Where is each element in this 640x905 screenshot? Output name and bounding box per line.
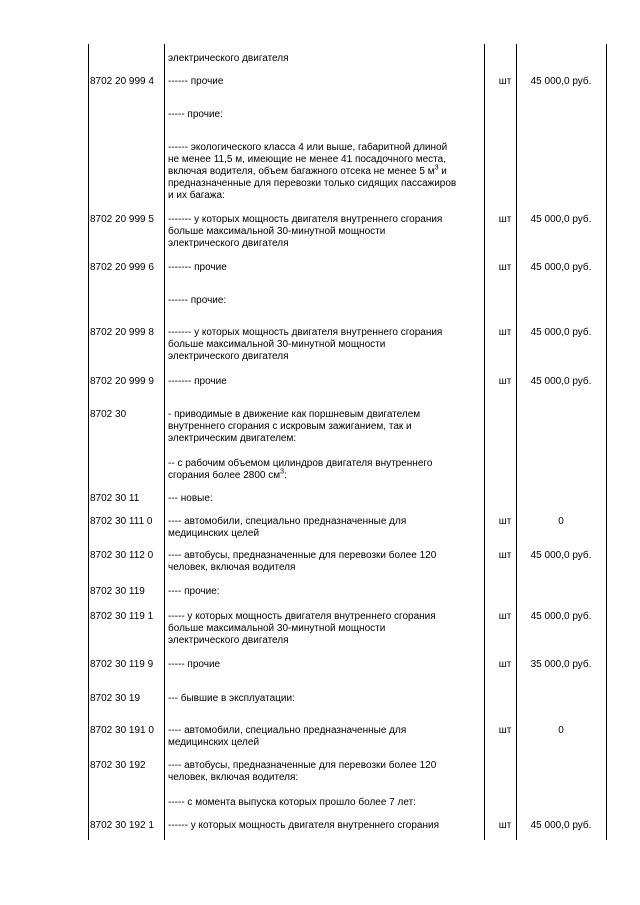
description-line: электрического двигателя xyxy=(168,238,289,249)
column-divider xyxy=(88,44,89,840)
tariff-code: 8702 20 999 6 xyxy=(90,262,154,273)
description-line: ------ у которых мощность двигателя внутреннего сгорания xyxy=(168,820,440,831)
description-line: ------- у которых мощность двигателя внутреннего сгорания xyxy=(168,327,443,338)
unit-of-measure: шт xyxy=(498,327,512,338)
tariff-code: 8702 30 192 1 xyxy=(90,820,154,831)
unit-of-measure: шт xyxy=(498,376,512,387)
duty-rate: 45 000,0 руб. xyxy=(530,820,592,831)
description-line: сгорания более 2800 $см^3$: xyxy=(168,468,287,481)
goods-description xyxy=(168,458,484,482)
description-line: ------ прочие: xyxy=(168,295,227,306)
column-divider xyxy=(606,44,607,840)
description-line: ----- у которых мощность двигателя внутреннего сгорания xyxy=(168,611,436,622)
description-line: больше максимальной 30-минутной мощности xyxy=(168,226,386,237)
description-line: ------ экологического класса 4 или выше, габаритной длиной xyxy=(168,142,448,153)
description-line: медицинских целей xyxy=(168,737,260,748)
description-line: электрического двигателя xyxy=(168,351,289,362)
description-line: больше максимальной 30-минутной мощности xyxy=(168,339,386,350)
goods-description xyxy=(168,760,484,784)
goods-description xyxy=(168,76,484,88)
unit-of-measure: шт xyxy=(498,725,512,736)
description-line: не менее 11,5 м, имеющие не менее 41 посадочного места, xyxy=(168,154,446,165)
description-line: - приводимые в движение как поршневым двигателем xyxy=(168,409,421,420)
goods-description xyxy=(168,550,484,574)
superscript: 3 xyxy=(434,164,439,172)
tariff-code: 8702 30 112 0 xyxy=(90,550,154,561)
tariff-code: 8702 30 xyxy=(90,409,127,420)
description-line: ----- прочие xyxy=(168,659,221,670)
unit-of-measure: шт xyxy=(498,516,512,527)
description-line: медицинских целей xyxy=(168,528,260,539)
goods-description xyxy=(168,262,484,274)
goods-description xyxy=(168,327,484,363)
tariff-code: 8702 30 192 xyxy=(90,760,146,771)
description-line: ------ прочие xyxy=(168,76,224,87)
column-divider xyxy=(516,44,517,840)
goods-description xyxy=(168,586,484,598)
unit-of-measure: шт xyxy=(498,550,512,561)
description-line: человек, включая водителя: xyxy=(168,772,299,783)
duty-rate: 45 000,0 руб. xyxy=(530,76,592,87)
goods-description xyxy=(168,493,484,505)
unit-of-measure: шт xyxy=(498,611,512,622)
description-line: ------- прочие xyxy=(168,376,227,387)
tariff-code: 8702 30 191 0 xyxy=(90,725,154,736)
description-line: электрическим двигателем: xyxy=(168,433,297,444)
description-line: электрического двигателя xyxy=(168,635,289,646)
unit-of-measure: шт xyxy=(498,262,512,273)
tariff-code: 8702 20 999 5 xyxy=(90,214,154,225)
column-divider xyxy=(484,44,485,840)
duty-rate: 45 000,0 руб. xyxy=(530,214,592,225)
unit-of-measure: шт xyxy=(498,214,512,225)
goods-description xyxy=(168,693,484,705)
description-line: --- новые: xyxy=(168,493,213,504)
description-line: ---- автобусы, предназначенные для перевозки более 120 xyxy=(168,550,437,561)
column-divider xyxy=(164,44,165,840)
superscript: 3 xyxy=(280,468,285,476)
goods-description xyxy=(168,659,484,671)
unit-of-measure: шт xyxy=(498,820,512,831)
description-line: ------- у которых мощность двигателя внутреннего сгорания xyxy=(168,214,443,225)
goods-description xyxy=(168,820,484,832)
duty-rate: 45 000,0 руб. xyxy=(530,327,592,338)
goods-description xyxy=(168,725,484,749)
description-line: предназначенные для перевозки только сидящих пассажиров xyxy=(168,178,457,189)
description-line: --- бывшие в эксплуатации: xyxy=(168,693,295,704)
unit-of-measure: шт xyxy=(498,76,512,87)
goods-description xyxy=(168,214,484,250)
tariff-code: 8702 30 119 9 xyxy=(90,659,154,670)
description-line: ------- прочие xyxy=(168,262,227,273)
description-line: больше максимальной 30-минутной мощности xyxy=(168,623,386,634)
duty-rate: 35 000,0 руб. xyxy=(530,659,592,670)
duty-rate: 45 000,0 руб. xyxy=(530,550,592,561)
description-line: ---- автобусы, предназначенные для перевозки более 120 xyxy=(168,760,437,771)
description-line: электрического двигателя xyxy=(168,53,289,64)
description-line: и их багажа: xyxy=(168,190,225,201)
description-line: -- с рабочим объемом цилиндров двигателя внутреннего xyxy=(168,458,433,469)
tariff-code: 8702 30 111 0 xyxy=(90,516,153,527)
goods-description xyxy=(168,797,484,809)
unit-of-measure: шт xyxy=(498,659,512,670)
tariff-code: 8702 20 999 4 xyxy=(90,76,154,87)
description-line: человек, включая водителя xyxy=(168,562,296,573)
duty-rate: 45 000,0 руб. xyxy=(530,611,592,622)
goods-description xyxy=(168,295,484,307)
duty-rate: 45 000,0 руб. xyxy=(530,376,592,387)
duty-rate: 45 000,0 руб. xyxy=(530,262,592,273)
description-line: ----- прочие: xyxy=(168,109,223,120)
description-line: ---- прочие: xyxy=(168,586,220,597)
tariff-code: 8702 30 11 xyxy=(90,493,140,504)
goods-description xyxy=(168,53,484,65)
description-line: ---- автомобили, специально предназначенные для xyxy=(168,516,407,527)
tariff-code: 8702 20 999 9 xyxy=(90,376,154,387)
goods-description xyxy=(168,376,484,388)
goods-description xyxy=(168,142,484,202)
tariff-code: 8702 20 999 8 xyxy=(90,327,154,338)
tariff-code: 8702 30 19 xyxy=(90,693,141,704)
tariff-code: 8702 30 119 xyxy=(90,586,145,597)
goods-description xyxy=(168,611,484,647)
description-line: ---- автомобили, специально предназначенные для xyxy=(168,725,407,736)
duty-rate: 0 xyxy=(558,516,564,527)
description-line: включая водителя, объем багажного отсека не менее 5 $м^3$ и xyxy=(168,164,447,177)
duty-rate: 0 xyxy=(558,725,564,736)
tariff-code: 8702 30 119 1 xyxy=(90,611,154,622)
description-line: ----- с момента выпуска которых прошло более 7 лет: xyxy=(168,797,416,808)
description-line: внутреннего сгорания с искровым зажиганием, так и xyxy=(168,421,412,432)
goods-description xyxy=(168,409,484,445)
goods-description xyxy=(168,109,484,121)
goods-description xyxy=(168,516,484,540)
